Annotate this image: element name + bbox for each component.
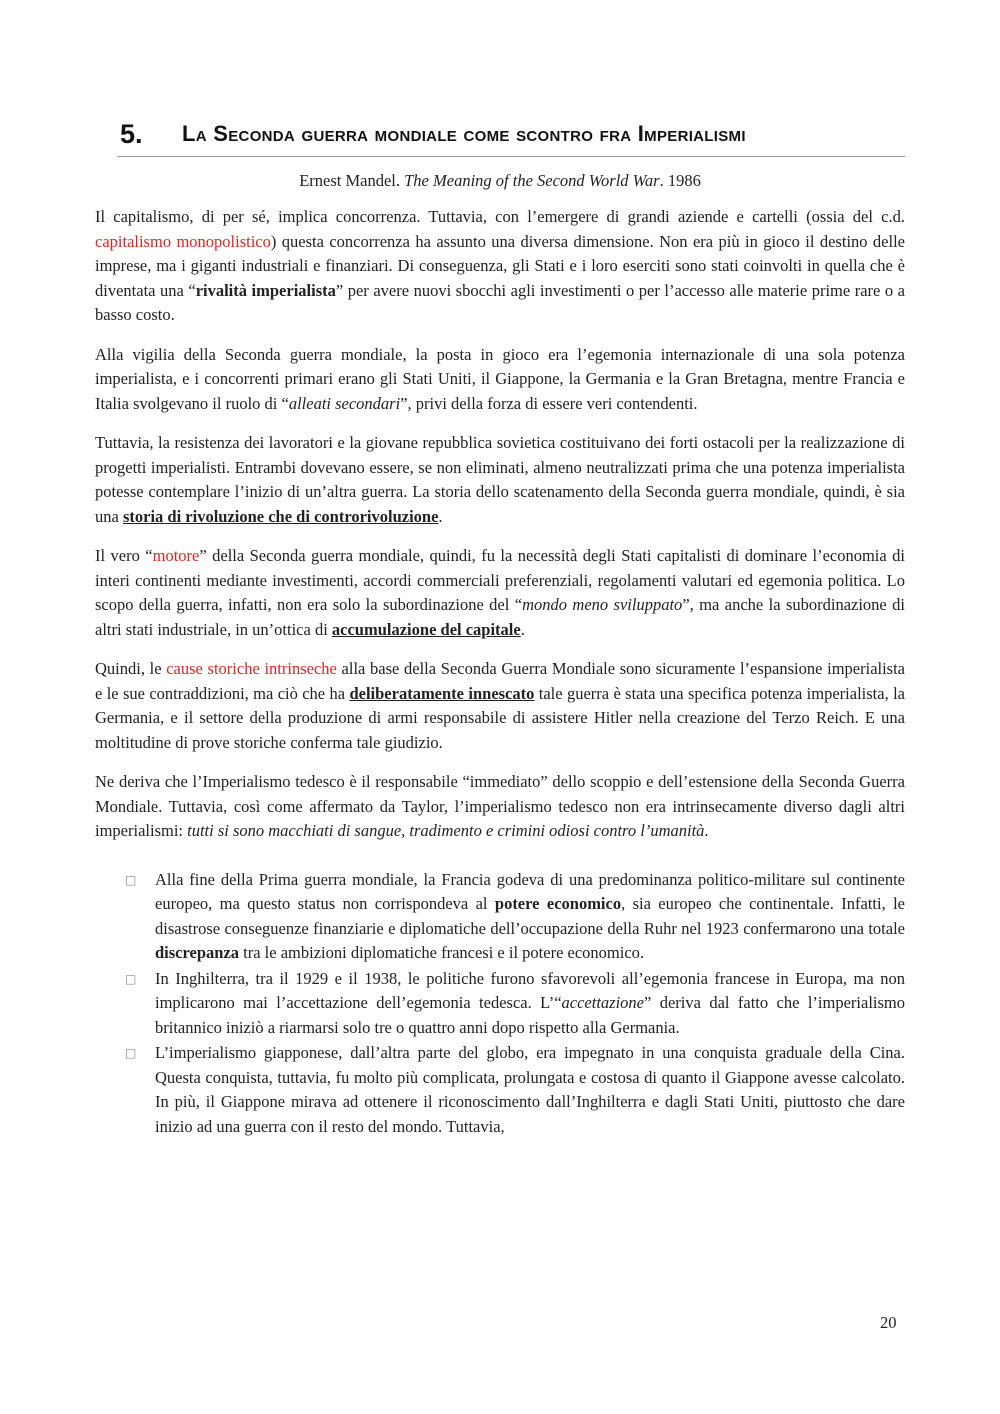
text-run: Alla vigilia della Seconda guerra mondiale, la posta in gioco era l’egemonia internazionale di una sola potenza imperialista, e i concorrenti primari erano gli Stati Uniti, il Giappone, la Germania e la Gran Bretagna, mentre Francia e Italia svolgevano il ruolo di “ [95,344,905,413]
list-item-text [155,967,905,1041]
paragraph-4 [95,544,905,642]
text-run: Quindi, le [95,659,167,678]
italic-mondo-meno-sviluppato: mondo meno sviluppato [522,595,683,614]
bold-discrepanza: discrepanza [155,943,240,962]
list-item [95,967,905,1041]
text-run: alla base della Seconda Guerra Mondiale sono sicuramente l’espansione imperialista e le sue contraddizioni, ma ciò che ha [95,659,906,703]
section-title: La Seconda guerra mondiale come scontro fra Imperialismi [182,121,746,146]
source-work: The Meaning of the Second World War [404,171,660,190]
list-item-text [155,1041,905,1139]
checkbox-bullet-icon: □ [125,971,137,986]
highlight-cause-storiche: cause storiche intrinseche [166,659,337,678]
source-year: . 1986 [659,171,701,190]
text-run: . [704,821,709,840]
page-number: 20 [880,1313,897,1332]
text-run: ) questa concorrenza ha assunto una diversa dimensione. Non era più in gioco il destino delle imprese, ma i giganti industriali e finanziari. Di conseguenza, gli Stati e i loro eserciti sono stati coinvolti in quella che è diventata una “ [95,231,905,300]
heading-rule [117,156,905,157]
text-run: tra le ambizioni diplomatiche francesi e il potere economico. [239,943,645,962]
text-run: Ne deriva che l’Imperialismo tedesco è il responsabile “immediato” dello scoppio e dell’estensione della Seconda Guerra Mondiale. Tuttavia, così come affermato da Taylor, l’imperialismo tedesco non era intrinsecamente diverso dagli altri imperialismi: [95,772,905,840]
italic-accettazione: accettazione [561,993,644,1012]
checkbox-bullet-icon: □ [125,872,137,887]
underline-storia-rivoluzione: storia di rivoluzione che di controrivoluzione [122,506,439,526]
text-run: Alla fine della Prima guerra mondiale, la Francia godeva di una predominanza politico-militare sul continente europeo, ma questo status non corrispondeva al [155,869,905,913]
underline-accumulazione-capitale: accumulazione del capitale [331,619,521,639]
text-run: tale guerra è stata una specifica potenza imperialista, la Germania, e il settore della produzione di armi responsabile di assistere Hitler nella creazione del Terzo Reich. E una moltitudine di prove storiche conferma tale giudizio. [95,683,905,752]
text-run: Il capitalismo, di per sé, implica concorrenza. Tuttavia, con l’emergere di grandi aziende e cartelli (ossia del c.d. [95,207,905,226]
underline-deliberatamente-innescato: deliberatamente innescato [349,683,535,703]
bold-rivalita-imperialista: rivalità imperialista [195,280,336,300]
bold-potere-economico: potere economico [494,894,622,913]
paragraph-3 [95,431,905,529]
document-page [95,118,905,1140]
text-run: ” della Seconda guerra mondiale, quindi, fu la necessità degli Stati capitalisti di dominare l’economia di interi continenti mediante investimenti, accordi commerciali preferenziali, regolamenti valutari ed egemonia politica. Lo scopo della guerra, infatti, non era solo la subordinazione del “ [95,546,905,614]
text-run: In Inghilterra, tra il 1929 e il 1938, le politiche furono sfavorevoli all’egemonia francese in Europa, ma non implicarono mai l’accettazione dell’egemonia tedesca. L’“ [155,968,905,1012]
highlight-capitalismo-monopolistico: capitalismo monopolistico [95,231,271,251]
checkbox-bullet-icon: □ [125,1046,137,1060]
text-run: . [438,506,443,526]
source-citation [95,171,905,191]
section-heading [95,118,905,150]
paragraph-2 [95,343,905,417]
italic-quote-taylor: tutti si sono macchiati di sangue, tradimento e crimini odiosi contro l’umanità [187,821,705,840]
source-author: Ernest Mandel. [299,171,400,190]
highlight-motore: motore [152,546,200,565]
text-run: Tuttavia, la resistenza dei lavoratori e la giovane repubblica sovietica costituivano dei forti ostacoli per la realizzazione di progetti imperialisti. Entrambi dovevano essere, se non eliminati, almeno neutralizzati prima che una potenza imperialista potesse contemplare l’inizio di un’altra guerra. La storia dello scatenamento della Seconda guerra mondiale, quindi, è sia una [95,433,905,526]
text-run: ” deriva dal fatto che l’imperialismo britannico iniziò a riarmarsi solo tre o quattro anni dopo rispetto alla Germania. [155,993,905,1037]
list-item [95,868,905,966]
paragraph-6 [95,770,905,844]
bullet-list [95,868,905,1140]
paragraph-1 [95,205,905,328]
text-run: ”, ma anche la subordinazione di altri stati industriale, in un’ottica di [95,595,905,639]
text-run: Il vero “ [95,546,153,565]
text-run: ”, privi della forza di essere veri contendenti. [400,393,698,413]
italic-alleati-secondari: alleati secondari [288,393,401,413]
section-number: 5. [120,119,143,149]
text-run: L’imperialismo giapponese, dall’altra parte del globo, era impegnato in una conquista graduale della Cina. Questa conquista, tuttavia, fu molto più complicata, prolungata e costosa di quanto il Giappone avesse calcolato. In più, il Giappone mirava ad ottenere il riconoscimento dall’Inghilterra e dagli Stati Uniti, piuttosto che dare inizio ad una guerra con il resto del mondo. Tuttavia, [155,1043,905,1136]
paragraph-5 [95,657,905,755]
text-run: ” per avere nuovi sbocchi agli investimenti o per l’accesso alle materie prime rare o a basso costo. [95,280,906,324]
text-run: . [520,619,525,639]
text-run: , sia europeo che continentale. Infatti, le disastrose conseguenze finanziarie e diplomatiche dell’occupazione della Ruhr nel 1923 confermarono una totale [155,894,905,938]
list-item [95,1041,905,1139]
list-item-text [155,868,905,966]
